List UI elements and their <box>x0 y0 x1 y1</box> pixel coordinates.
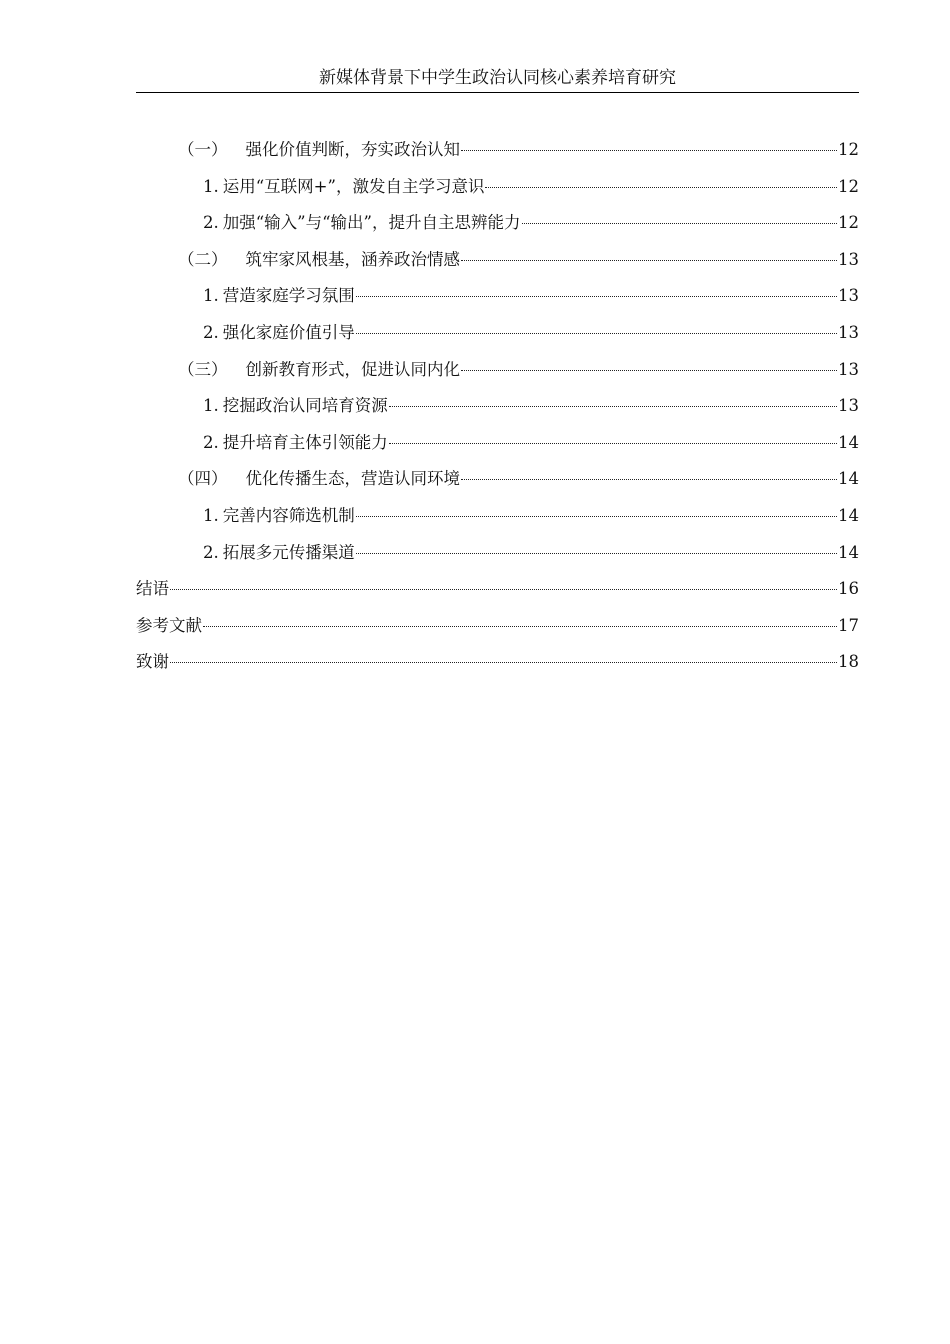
toc-entry-page: 13 <box>838 359 859 379</box>
toc-entry-page: 12 <box>838 140 859 159</box>
toc-entry[interactable] <box>136 502 859 539</box>
toc-entry-page: 12 <box>838 213 859 233</box>
toc-entry-title: 完善内容筛选机制 <box>222 505 355 525</box>
toc-dot-leader <box>461 479 837 480</box>
toc-entry-page: 12 <box>838 176 859 196</box>
toc-entry-number: 2. <box>203 213 219 233</box>
toc-entry-title: 加强“输入”与“输出”，提升自主思辨能力 <box>222 213 521 233</box>
toc-entry-page: 16 <box>838 579 859 599</box>
toc-entry[interactable] <box>136 319 859 356</box>
toc-entry-number: （三） <box>178 359 228 379</box>
toc-entry-page: 14 <box>838 469 859 489</box>
toc-entry-title: 筑牢家风根基，涵养政治情感 <box>245 249 460 269</box>
toc-entry-number: 2. <box>203 542 219 562</box>
toc-entry-page: 18 <box>838 652 859 672</box>
toc-dot-leader <box>485 187 837 188</box>
toc-entry-title: 拓展多元传播渠道 <box>222 542 355 562</box>
toc-entry[interactable] <box>136 392 859 429</box>
toc-entry-title: 强化价值判断，夯实政治认知 <box>245 140 460 159</box>
toc-entry[interactable] <box>136 429 859 466</box>
toc-entry-page: 13 <box>838 249 859 269</box>
toc-entry[interactable] <box>136 465 859 502</box>
toc-dot-leader <box>461 370 837 371</box>
toc-entry[interactable] <box>136 612 859 649</box>
toc-entry-title: 优化传播生态，营造认同环境 <box>245 469 460 489</box>
toc-entry-number: 1. <box>203 286 219 306</box>
toc-entry-number: 1. <box>203 505 219 525</box>
toc-entry[interactable] <box>136 575 859 612</box>
toc-entry[interactable] <box>136 356 859 393</box>
toc-dot-leader <box>356 296 837 297</box>
toc-dot-leader <box>203 626 837 627</box>
toc-entry-page: 14 <box>838 542 859 562</box>
toc-entry[interactable] <box>136 648 859 685</box>
toc-entry[interactable] <box>136 246 859 283</box>
toc-dot-leader <box>356 333 837 334</box>
toc-entry-title: 提升培育主体引领能力 <box>222 432 388 452</box>
toc-entry-number: 1. <box>203 396 219 416</box>
toc-entry[interactable] <box>136 539 859 576</box>
toc-dot-leader <box>461 260 837 261</box>
toc-entry[interactable] <box>136 173 859 210</box>
toc-entry[interactable] <box>136 282 859 319</box>
toc-dot-leader <box>461 150 837 151</box>
toc-dot-leader <box>389 443 837 444</box>
toc-entry-page: 14 <box>838 432 859 452</box>
page-header <box>136 66 859 93</box>
table-of-contents <box>136 136 859 685</box>
toc-entry-title: 参考文献 <box>136 615 202 635</box>
toc-entry-page: 13 <box>838 322 859 342</box>
toc-entry-title: 强化家庭价值引导 <box>222 322 355 342</box>
toc-entry-page: 14 <box>838 505 859 525</box>
toc-entry-title: 运用“互联网+”，激发自主学习意识 <box>222 176 485 196</box>
toc-dot-leader <box>356 553 837 554</box>
toc-dot-leader <box>356 516 837 517</box>
toc-dot-leader <box>170 662 837 663</box>
toc-entry-title: 营造家庭学习氛围 <box>222 286 355 306</box>
toc-dot-leader <box>170 589 837 590</box>
toc-entry-page: 13 <box>838 396 859 416</box>
toc-entry[interactable] <box>136 136 859 173</box>
toc-entry-number: （四） <box>178 469 228 489</box>
toc-entry-number: 1. <box>203 176 219 196</box>
toc-dot-leader <box>389 406 837 407</box>
toc-entry-number: 2. <box>203 322 219 342</box>
header-title: 新媒体背景下中学生政治认同核心素养培育研究 <box>319 68 676 88</box>
toc-entry-page: 13 <box>838 286 859 306</box>
toc-entry-page: 17 <box>838 615 859 635</box>
toc-entry-number: （二） <box>178 249 228 269</box>
toc-entry-title: 创新教育形式，促进认同内化 <box>245 359 460 379</box>
toc-entry[interactable] <box>136 209 859 246</box>
toc-entry-number: （一） <box>178 140 228 159</box>
toc-dot-leader <box>522 223 838 224</box>
toc-entry-title: 结语 <box>136 579 169 599</box>
toc-entry-title: 致谢 <box>136 652 169 672</box>
toc-entry-title: 挖掘政治认同培育资源 <box>222 396 388 416</box>
toc-entry-number: 2. <box>203 432 219 452</box>
